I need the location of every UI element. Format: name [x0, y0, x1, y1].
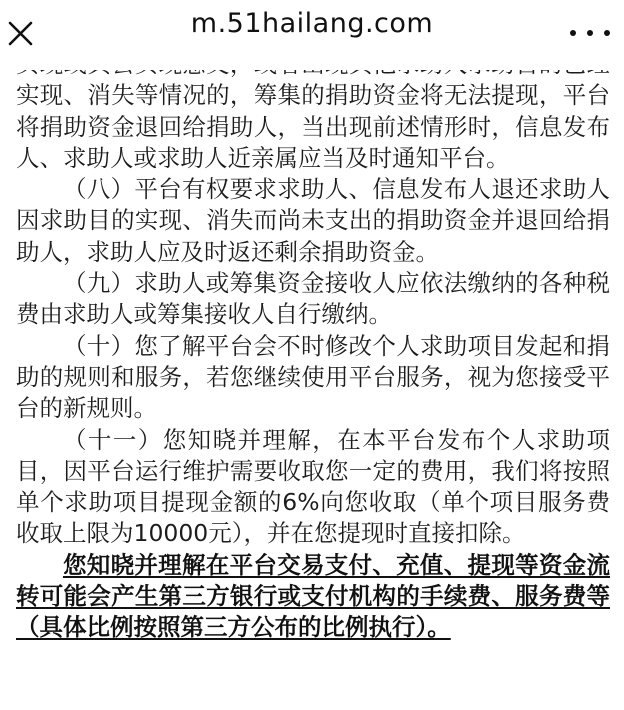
- more-options-icon[interactable]: [570, 20, 610, 46]
- more-dot: [587, 30, 593, 36]
- paragraph-refund-conditions: 实现、消失等情况的，筹集的捐助资金将无法提现，平台将捐助资金退回给捐助人，当出现前述情形时，信息发布人、求助人或求助人近亲属应当及时通知平台。: [16, 81, 610, 172]
- paragraph-clause-8: （八）平台有权要求求助人、信息发布人退还求助人因求助目的实现、消失而尚未支出的捐助资金并退回给捐助人，求助人应及时返还剩余捐助资金。: [16, 175, 610, 266]
- more-dot: [570, 30, 576, 36]
- paragraph-fee-notice: 您知晓并理解在平台交易支付、充值、提现等资金流转可能会产生第三方银行或支付机构的手续费、服务费等（具体比例按照第三方公布的比例执行）。: [16, 550, 610, 642]
- page-url: m.51hailang.com: [190, 8, 434, 39]
- paragraph-clause-9: （九）求助人或筹集资金接收人应依法缴纳的各种税费由求助人或筹集接收人自行缴纳。: [16, 269, 610, 329]
- article-body: [16, 49, 610, 644]
- paragraph-clause-10: （十）您了解平台会不时修改个人求助项目发起和捐助的规则和服务，若您继续使用平台服务，视为您接受平台的新规则。: [16, 331, 610, 423]
- browser-top-bar: [0, 0, 624, 70]
- paragraph-clause-11: （十一）您知晓并理解，在本平台发布个人求助项目，因平台运行维护需要收取您一定的费用，我们将按照单个求助项目提现金额的6%向您收取（单个项目服务费收取上限为10000元），并在您提现时直接扣除。: [16, 425, 610, 548]
- more-dot: [604, 30, 610, 36]
